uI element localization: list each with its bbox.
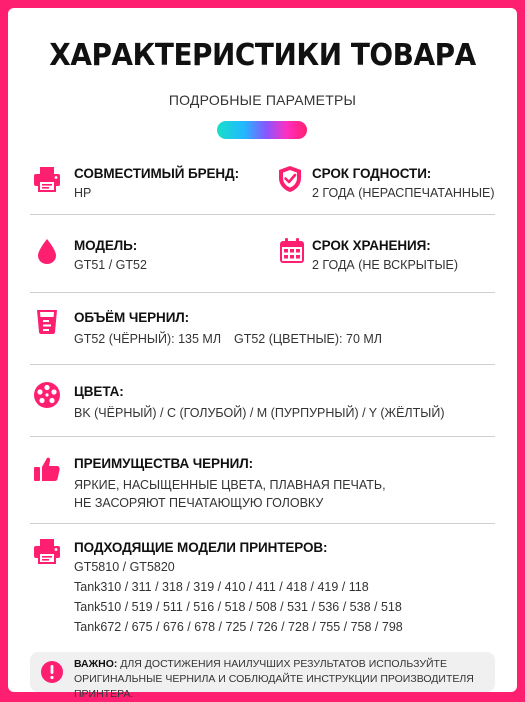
advantages-line-1: ЯРКИЕ, НАСЫЩЕННЫЕ ЦВЕТА, ПЛАВНАЯ ПЕЧАТЬ, [74, 478, 386, 492]
page-title: ХАРАКТЕРИСТИКИ ТОВАРА [49, 38, 476, 73]
note-text [74, 657, 489, 702]
storage-label: СРОК ХРАНЕНИЯ: [312, 238, 431, 253]
calendar-icon [277, 236, 307, 266]
brand-label: СОВМЕСТИМЫЙ БРЕНД: [74, 166, 239, 181]
shelf-life-label: СРОК ГОДНОСТИ: [312, 166, 432, 181]
printer-models-line: GT5810 / GT5820 [74, 560, 175, 574]
ink-drop-icon [32, 236, 62, 266]
printer-icon [32, 536, 62, 566]
important-note [30, 652, 495, 700]
volume-label: ОБЪЁМ ЧЕРНИЛ: [74, 310, 190, 325]
thumbs-up-icon [32, 454, 62, 484]
palette-icon [32, 380, 62, 410]
advantages-line-2: НЕ ЗАСОРЯЮТ ПЕЧАТАЮЩУЮ ГОЛОВКУ [74, 496, 324, 510]
note-strong: ВАЖНО: [74, 658, 118, 670]
printers-label: ПОДХОДЯЩИЕ МОДЕЛИ ПРИНТЕРОВ: [74, 540, 328, 555]
volume-black-value: GT52 (ЧЁРНЫЙ): 135 МЛ [74, 332, 222, 346]
divider [30, 364, 495, 365]
gradient-decoration [217, 121, 307, 139]
printer-icon [32, 164, 62, 194]
shelf-life-value: 2 ГОДА (НЕРАСПЕЧАТАННЫЕ) [312, 186, 495, 200]
page-subtitle: ПОДРОБНЫЕ ПАРАМЕТРЫ [168, 92, 357, 108]
note-body: ДЛЯ ДОСТИЖЕНИЯ НАИЛУЧШИХ РЕЗУЛЬТАТОВ ИСПОЛЬЗУЙТЕ ОРИГИНАЛЬНЫЕ ЧЕРНИЛА И СОБЛЮДАЙТЕ ИНСТРУКЦИИ ПРОИЗВОДИТЕЛЯ ПРИНТЕРА. [74, 658, 474, 700]
divider [30, 523, 495, 524]
storage-value: 2 ГОДА (НЕ ВСКРЫТЫЕ) [312, 258, 459, 272]
printer-models-line: Tank310 / 311 / 318 / 319 / 410 / 411 / 418 / 419 / 118 [74, 580, 369, 594]
model-label: МОДЕЛЬ: [74, 238, 138, 253]
spec-card [8, 8, 517, 700]
beaker-icon [32, 306, 62, 336]
divider [30, 292, 495, 293]
exclamation-icon [40, 660, 64, 684]
printer-models-line: Tank510 / 519 / 511 / 516 / 518 / 508 / 531 / 536 / 538 / 518 [74, 600, 402, 614]
printer-models-line: Tank672 / 675 / 676 / 678 / 725 / 726 / 728 / 755 / 758 / 798 [74, 620, 403, 634]
brand-value: HP [74, 186, 92, 200]
colors-label: ЦВЕТА: [74, 384, 124, 399]
shield-check-icon [275, 164, 305, 194]
colors-value: BK (ЧЁРНЫЙ) / C (ГОЛУБОЙ) / M (ПУРПУРНЫЙ) / Y (ЖЁЛТЫЙ) [74, 406, 445, 420]
model-value: GT51 / GT52 [74, 258, 147, 272]
divider [30, 214, 495, 215]
divider [30, 436, 495, 437]
volume-color-value: GT52 (ЦВЕТНЫЕ): 70 МЛ [234, 332, 382, 346]
advantages-label: ПРЕИМУЩЕСТВА ЧЕРНИЛ: [74, 456, 253, 471]
